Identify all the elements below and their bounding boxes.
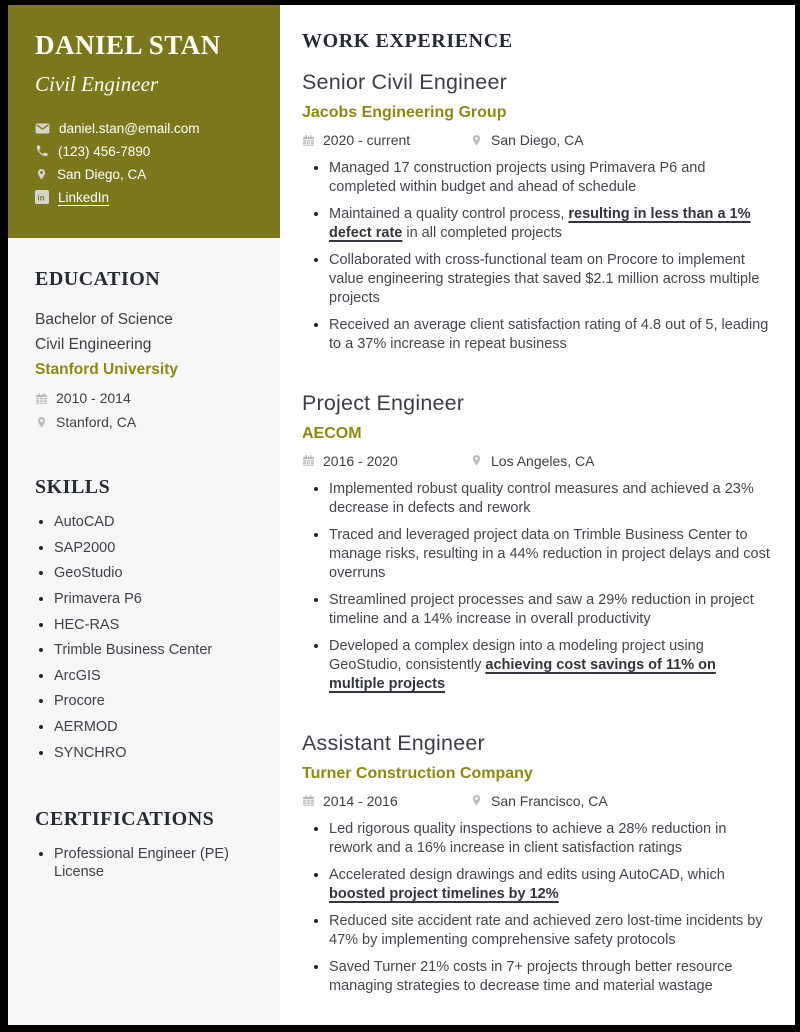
degree-line: Bachelor of Science: [35, 311, 173, 328]
job-bullet: • Streamlined project processes and saw a 29% reduction in project timeline and a 14% increase in overall productivity: [329, 591, 771, 629]
calendar-icon: [302, 134, 315, 147]
contact-text: San Diego, CA: [57, 166, 147, 182]
location-icon: [35, 167, 48, 182]
skills-section: [35, 476, 256, 762]
job-bullet: • Accelerated design drawings and edits using AutoCAD, which boosted project timelines by 12%: [329, 866, 771, 904]
resume-page: [8, 5, 795, 1025]
contact-list: [35, 121, 256, 205]
contact-text: (123) 456-7890: [58, 143, 151, 159]
linkedin-link[interactable]: LinkedIn: [58, 189, 110, 205]
certifications-section: [35, 808, 256, 881]
job-bullet: • Implemented robust quality control measures and achieved a 23% decrease in defects and rework: [329, 480, 771, 518]
skill-item: • Trimble Business Center: [54, 641, 256, 659]
contact-row: [35, 144, 256, 159]
job-location-text: San Diego, CA: [491, 132, 584, 148]
main-column: [280, 5, 795, 1025]
job-title: Assistant Engineer: [302, 730, 485, 755]
skill-item: • GeoStudio: [54, 564, 256, 582]
job-bullets: [302, 480, 771, 694]
job-company: Turner Construction Company: [302, 764, 533, 782]
job-entry: [302, 731, 771, 996]
calendar-icon: [35, 392, 48, 405]
phone-icon: [35, 144, 49, 158]
skill-item: • HEC-RAS: [54, 616, 256, 634]
skill-item: • Procore: [54, 692, 256, 710]
job-entry: [302, 70, 771, 354]
job-dates-text: 2020 - current: [323, 132, 411, 148]
skill-item: • AERMOD: [54, 718, 256, 736]
email-icon: [35, 121, 50, 136]
job-dates-text: 2014 - 2016: [323, 792, 398, 809]
jobs-container: [302, 70, 771, 996]
job-bullet: • Traced and leveraged project data on Trimble Business Center to manage risks, resulting in a 44% reduction in project delays and cost overruns: [329, 526, 771, 583]
skills-heading: SKILLS: [35, 476, 111, 498]
education-location-text: Stanford, CA: [56, 414, 137, 430]
candidate-name: DANIEL STAN: [35, 30, 221, 60]
job-bullet: • Maintained a quality control process, resulting in less than a 1% defect rate in all completed projects: [329, 205, 771, 243]
job-dates: [302, 132, 470, 148]
contact-row: [35, 121, 256, 136]
job-bullets: [302, 159, 771, 354]
degree-line: Civil Engineering: [35, 336, 152, 353]
job-dates-text: 2016 - 2020: [323, 452, 398, 469]
certification-item: • Professional Engineer (PE) License: [54, 845, 256, 881]
highlighted-achievement: achieving cost savings of 11% on multiple projects: [329, 656, 716, 692]
skill-item: • SAP2000: [54, 539, 256, 557]
education-entry: [35, 307, 256, 430]
job-location: [470, 453, 595, 469]
work-experience-heading: WORK EXPERIENCE: [302, 30, 513, 52]
linkedin-icon: [35, 190, 49, 204]
location-icon: [470, 793, 483, 808]
certifications-heading: CERTIFICATIONS: [35, 807, 215, 830]
contact-row: [35, 167, 256, 182]
certifications-list: [35, 845, 256, 881]
job-meta: [302, 132, 771, 148]
skill-item: • AutoCAD: [54, 513, 256, 531]
sidebar-header: [8, 5, 280, 238]
sidebar: [8, 5, 280, 1025]
skill-item: • ArcGIS: [54, 667, 256, 685]
job-bullet: • Reduced site accident rate and achieved zero lost-time incidents by 47% by implementing comprehensive safety protocols: [329, 912, 771, 950]
calendar-icon: [302, 794, 315, 807]
education-dates-text: 2010 - 2014: [56, 390, 131, 406]
job-bullet: • Saved Turner 21% costs in 7+ projects through better resource managing strategies to decrease time and material wastage: [329, 958, 771, 996]
education-dates: [35, 390, 256, 406]
education-heading: EDUCATION: [35, 268, 161, 290]
job-company: AECOM: [302, 424, 362, 442]
svg-text:in: in: [37, 193, 45, 203]
location-icon: [35, 415, 48, 430]
location-icon: [470, 133, 483, 148]
education-section: [35, 268, 256, 430]
highlighted-achievement: boosted project timelines by 12%: [329, 885, 559, 902]
job-location-text: San Francisco, CA: [491, 792, 608, 809]
job-bullet: • Led rigorous quality inspections to achieve a 28% reduction in rework and a 16% increase in client satisfaction ratings: [329, 820, 771, 858]
skill-item: • SYNCHRO: [54, 744, 256, 762]
school-name: Stanford University: [35, 361, 178, 378]
job-title: Senior Civil Engineer: [302, 70, 507, 94]
job-company: Jacobs Engineering Group: [302, 104, 507, 121]
job-bullets: [302, 820, 771, 996]
job-bullet: • Collaborated with cross-functional team on Procore to implement value engineering strategies that saved $2.1 million across multiple projects: [329, 251, 771, 308]
sidebar-body: [8, 238, 280, 889]
job-meta: [302, 793, 771, 809]
location-icon: [470, 453, 483, 468]
job-title: Project Engineer: [302, 390, 465, 415]
job-bullet: • Managed 17 construction projects using Primavera P6 and completed within budget and ahead of schedule: [329, 159, 771, 197]
job-dates: [302, 793, 470, 809]
job-dates: [302, 453, 470, 469]
job-bullet: • Received an average client satisfaction rating of 4.8 out of 5, leading to a 37% increase in repeat business: [329, 316, 771, 354]
job-location: [470, 793, 608, 809]
candidate-title: Civil Engineer: [35, 71, 159, 96]
job-entry: [302, 391, 771, 694]
skills-list: [35, 513, 256, 762]
skill-item: • Primavera P6: [54, 590, 256, 608]
job-bullet: • Developed a complex design into a modeling project using GeoStudio, consistently achieving cost savings of 11% on multiple projects: [329, 637, 771, 694]
job-location: [470, 132, 584, 148]
contact-row: [35, 190, 256, 205]
highlighted-achievement: resulting in less than a 1% defect rate: [329, 205, 751, 241]
job-meta: [302, 453, 771, 469]
contact-text: daniel.stan@email.com: [59, 120, 200, 136]
calendar-icon: [302, 454, 315, 467]
job-location-text: Los Angeles, CA: [491, 452, 595, 469]
education-location: [35, 414, 256, 430]
